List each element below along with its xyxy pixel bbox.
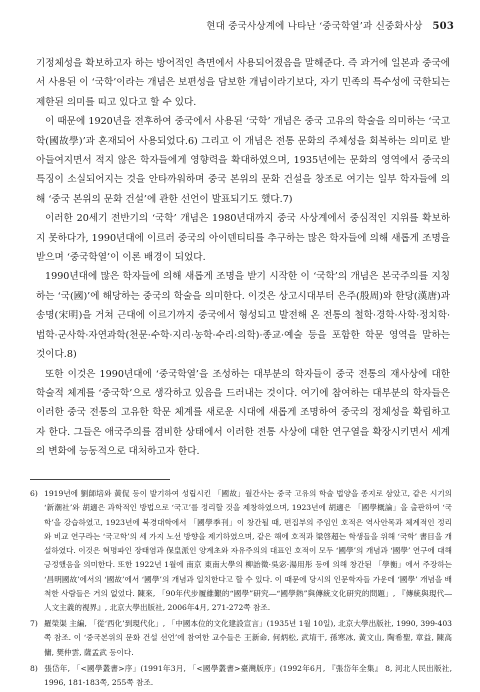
- footnote-number: 8): [30, 663, 38, 673]
- paragraph: 이 때문에 1920년을 전후하여 중국에서 사용된 ‘국학’ 개념은 중국 고유의 학술을 의미하는 ‘국고학(國故學)’과 혼재되어 사용되었다.6) 그리고 이 개념은 전통 문화의 주체성을 회복하는 의미로 받아들여지면서 적지 않은 학자들에게 영향력을 확대하였으며, 1935년에는 문화의 영역에서 중국의 특징이 소실되어지는 것을 안타까워하며 중국 본위의 문화 건설을 창조로 여기는 일부 학자들에 의해 ‘중국 본위의 문화 건설’에 관한 선언이 발표되기도 했다.7): [36, 116, 450, 205]
- footnote-text: 羅榮渠 主編, 「從‘西化’到現代化」, 「中國本位的文化建設宣言」(1935년 1월 10일), 北京大學出版社, 1990, 399-403쪽 참조. 이 ‘중국본위의 문화 건설 선언’에 참여한 교수들은 王新命, 何炳松, 武堉干, 孫寒冰, 黃文山, 陶希聖, 章益, 陳高傭, 樊仲雲, 薩孟武 등이다.: [44, 619, 452, 657]
- footnote-text: 張岱年, 「<國學叢書>序」(1991年3月, 「<國學叢書>臺灣版序」(1992年6月, 『張岱年全集』 8, 河北人民出版社, 1996, 181-183쪽, 255쪽 참조.: [44, 663, 452, 687]
- footnote-number: 6): [30, 489, 38, 498]
- footnote: [30, 487, 452, 616]
- footnote: [30, 617, 452, 660]
- footnote: [30, 662, 452, 691]
- paragraph: 이러한 20세기 전반기의 ‘국학’ 개념은 1980년대까지 중국 사상계에서 중심적인 지위를 확보하지 못하다가, 1990년대에 이르러 중국의 아이덴티티를 추구하는 많은 학자들에 의해 새롭게 조명을 받으며 ‘중국학열’이 이론 배경이 되었다.: [36, 213, 450, 264]
- paragraph: 1990년대에 많은 학자들에 의해 새롭게 조명을 받기 시작한 이 ‘국학’의 개념은 본국주의를 지칭하는 ‘국(國)’에 해당하는 중국의 학술을 의미한다. 이것은 상고시대부터 은주(殷周)와 한당(漢唐)과 송명(宋明)을 거쳐 근대에 이르기까지 중국에서 형성되고 발전해 온 전통의 철학·경학·사학·정치학·법학·군사학·자연과학(천문·수학·지리·농학·수리·의학)·종교·예술 등을 포함한 학문 영역을 말하는 것이다.8): [36, 271, 450, 361]
- footnote-text: 1919년에 劉師培와 黃侃 등이 발기하여 성립시킨 「國故」월간사는 중국 고유의 학술 법양을 종지로 삼았고, 같은 시기의 ‘新潮社’와 胡適은 과학적인 방법으로 ‘국고’를 정리할 것을 제창하였으며, 1923년에 胡適은 「國學概論」을 출판하여 ‘국학’을 강습하였고, 1923년에 북경대학에서 「國學季刊」이 창간될 때, 편집부의 주임인 호적은 역사안목과 체계적인 정리와 비교 연구라는 ‘국고학’의 세 가지 노선 방향을 제기하였으며, 같은 해에 호적과 梁啓超는 학생들을 위해 ‘국학’ 書目을 개설하였다. 이것은 혁명파인 장태염과 保皇派인 양계초와 자유주의의 대표인 호적이 모두 ‘國學’의 개념과 ‘國學’ 연구에 대해 긍정했음을 의미한다. 또한 1922년 1월에 南京 東南大學의 柳詒徵·吳宓·湯用彤 등에 의해 창간된 「學衡」에서 주장하는 ‘昌明國故’에서의 ‘國故’에서 ‘國學’의 개념과 일치한다고 할 수 있다. 이 때문에 당시의 인문학자들 가운데 ‘國學’ 개념을 배척한 사람들은 거의 없었다. 陳來, 「90年代步履維艱的“國學”研究―“國學熱”與傳統文化研究的問題」, 『傳統與現代―人文主義的視界』, 北京大學出版社, 2006年4月, 271-272쪽 참조.: [44, 489, 452, 613]
- page-number: 503: [432, 21, 454, 32]
- footnote-rule: [30, 479, 170, 480]
- paragraph: 또한 이것은 1990년대에 ‘중국학열’을 조성하는 대부분의 학자들이 중국 전통의 재사상에 대한 학술적 체계를 ‘중국학’으로 생각하고 있음을 드러내는 것이다. 여기에 참여하는 대부분의 학자들은 이러한 중국 전통의 고유한 학문 체계를 새로운 시대에 새롭게 조명하여 중국의 정체성을 확립하고자 한다. 그들은 애국주의를 겸비한 상태에서 이러한 전통 사상에 대한 연구열을 확장시키면서 세계의 변화에 능동적으로 대처하고자 한다.: [36, 368, 450, 458]
- main-text: [36, 54, 450, 462]
- running-head-title: 현대 중국사상계에 나타난 ‘중국학열’과 신중화사상: [206, 21, 423, 32]
- running-head: [206, 18, 454, 32]
- paragraph: 기정체성을 확보하고자 하는 방어적인 측면에서 사용되어졌음을 말해준다. 즉 과거에 일본과 중국에서 사용된 이 ‘국학’이라는 개념은 보편성을 담보한 개념이라기보다, 자기 민족의 특수성에 국한되는 제한된 의미를 띠고 있다고 할 수 있다.: [36, 58, 450, 108]
- footnote-number: 7): [30, 619, 38, 629]
- footnotes: [30, 487, 452, 692]
